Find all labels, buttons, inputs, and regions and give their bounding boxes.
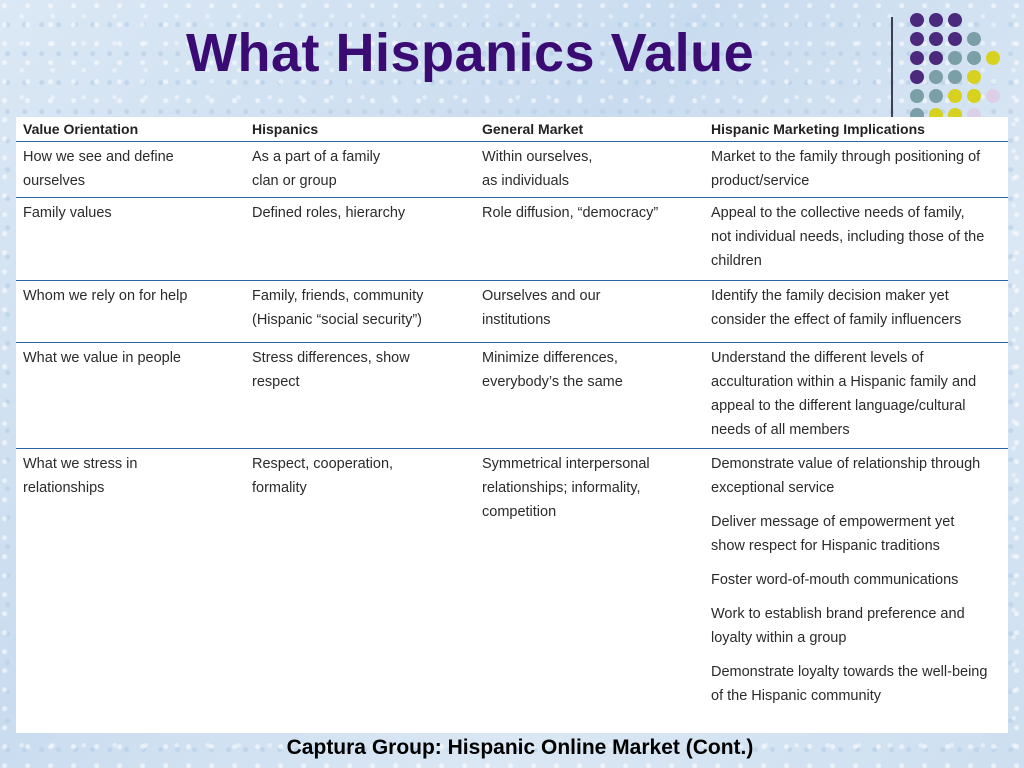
decorative-dot — [929, 70, 943, 84]
table-panel — [16, 117, 1008, 733]
implication-text-line: exceptional service — [711, 480, 835, 496]
cell-text-line: Respect, cooperation, — [252, 456, 394, 472]
decorative-dot — [910, 32, 924, 46]
implication-text-line: product/service — [711, 173, 810, 189]
header-general-market: General Market — [482, 121, 584, 137]
decorative-dot — [967, 51, 981, 65]
decorative-dot — [910, 89, 924, 103]
cell-hispanics — [245, 142, 475, 203]
decorative-dot — [910, 51, 924, 65]
implication-text-line: Identify the family decision maker yet — [711, 288, 949, 304]
cell-hispanics — [245, 281, 475, 342]
implication-text-line: show respect for Hispanic traditions — [711, 538, 940, 554]
table-row — [16, 198, 1008, 281]
cell-text-line: Stress differences, show — [252, 350, 410, 366]
cell-text-line: ourselves — [23, 173, 86, 189]
cell-value — [16, 343, 245, 452]
decorative-dot — [948, 13, 962, 27]
implication-text-line: not individual needs, including those of the — [711, 229, 985, 245]
decorative-dot — [929, 13, 943, 27]
implication-item — [711, 201, 1008, 273]
cell-text-line: Family, friends, community — [252, 288, 424, 304]
cell-text-line: relationships — [23, 480, 105, 496]
cell-text-line: As a part of a family — [252, 149, 381, 165]
decorative-dot — [929, 32, 943, 46]
cell-general — [475, 198, 704, 283]
table-row — [16, 449, 1008, 731]
cell-text-line: competition — [482, 504, 557, 520]
cell-text-line: Minimize differences, — [482, 350, 618, 366]
cell-implications — [704, 281, 1008, 342]
cell-implications — [704, 343, 1008, 452]
cell-hispanics — [245, 343, 475, 452]
slide-footer: Captura Group: Hispanic Online Market (Cont.) — [286, 736, 754, 759]
cell-text-line: Whom we rely on for help — [23, 288, 188, 304]
decorative-dot — [910, 13, 924, 27]
cell-text-line: Symmetrical interpersonal — [482, 456, 650, 472]
implication-text-line: Demonstrate loyalty towards the well-being — [711, 664, 988, 680]
implication-text-line: of the Hispanic community — [711, 688, 882, 704]
decorative-dot — [967, 89, 981, 103]
cell-text-line: Defined roles, hierarchy — [252, 205, 406, 221]
cell-text-line: Role diffusion, “democracy” — [482, 205, 659, 221]
values-table — [16, 117, 1008, 731]
implication-text-line: Deliver message of empowerment yet — [711, 514, 955, 530]
implication-text-line: children — [711, 253, 762, 269]
cell-hispanics — [245, 449, 475, 731]
cell-general — [475, 142, 704, 203]
decorative-dot — [910, 70, 924, 84]
implication-text-line: consider the effect of family influencers — [711, 312, 962, 328]
cell-text-line: Ourselves and our — [482, 288, 601, 304]
implication-item — [711, 568, 1008, 592]
cell-text-line: Within ourselves, — [482, 149, 593, 165]
table-header — [16, 117, 1008, 142]
implication-text-line: acculturation within a Hispanic family and — [711, 374, 977, 390]
table-row — [16, 142, 1008, 198]
table-row — [16, 343, 1008, 449]
implication-text-line: Demonstrate value of relationship through — [711, 456, 981, 472]
cell-text-line: clan or group — [252, 173, 337, 189]
implication-text-line: appeal to the different language/cultural — [711, 398, 966, 414]
implication-item — [711, 510, 1008, 558]
implication-item — [711, 452, 1008, 500]
cell-text-line: institutions — [482, 312, 551, 328]
decorative-dot — [948, 32, 962, 46]
decorative-dot — [948, 51, 962, 65]
cell-implications — [704, 449, 1008, 731]
cell-text-line: (Hispanic “social security”) — [252, 312, 423, 328]
cell-text-line: relationships; informality, — [482, 480, 641, 496]
cell-general — [475, 343, 704, 452]
cell-text-line: What we value in people — [23, 350, 181, 366]
decorative-dot — [929, 51, 943, 65]
implication-item — [711, 145, 1008, 193]
cell-hispanics — [245, 198, 475, 283]
implication-text-line: Market to the family through positioning of — [711, 149, 981, 165]
implication-item — [711, 346, 1008, 442]
implication-text-line: needs of all members — [711, 422, 850, 438]
decorative-dot — [967, 32, 981, 46]
cell-text-line: respect — [252, 374, 300, 390]
header-value-orientation: Value Orientation — [23, 121, 139, 137]
cell-implications — [704, 142, 1008, 203]
implication-text-line: Understand the different levels of — [711, 350, 924, 366]
implication-item — [711, 284, 1008, 332]
table-body — [16, 142, 1008, 731]
cell-text-line: What we stress in — [23, 456, 138, 472]
cell-text-line: everybody’s the same — [482, 374, 623, 390]
decorative-dot — [986, 89, 1000, 103]
cell-implications — [704, 198, 1008, 283]
implication-item — [711, 602, 1008, 650]
cell-general — [475, 449, 704, 731]
cell-value — [16, 281, 245, 342]
cell-value — [16, 198, 245, 283]
cell-text-line: formality — [252, 480, 307, 496]
decorative-dot — [967, 70, 981, 84]
cell-value — [16, 142, 245, 203]
table-row — [16, 281, 1008, 343]
header-hispanics: Hispanics — [252, 121, 319, 137]
decorative-dot — [929, 89, 943, 103]
decorative-dot — [986, 51, 1000, 65]
implication-text-line: Work to establish brand preference and — [711, 606, 965, 622]
implication-item — [711, 660, 1008, 708]
cell-text-line: Family values — [23, 205, 112, 221]
title-divider — [891, 17, 893, 121]
cell-general — [475, 281, 704, 342]
implication-text-line: Appeal to the collective needs of family, — [711, 205, 965, 221]
slide-title: What Hispanics Value — [186, 23, 755, 83]
decorative-dot — [948, 70, 962, 84]
cell-value — [16, 449, 245, 731]
decorative-dot — [948, 89, 962, 103]
implication-text-line: loyalty within a group — [711, 630, 847, 646]
header-marketing-implications: Hispanic Marketing Implications — [711, 121, 925, 137]
implication-text-line: Foster word-of-mouth communications — [711, 572, 959, 588]
cell-text-line: How we see and define — [23, 149, 174, 165]
cell-text-line: as individuals — [482, 173, 570, 189]
